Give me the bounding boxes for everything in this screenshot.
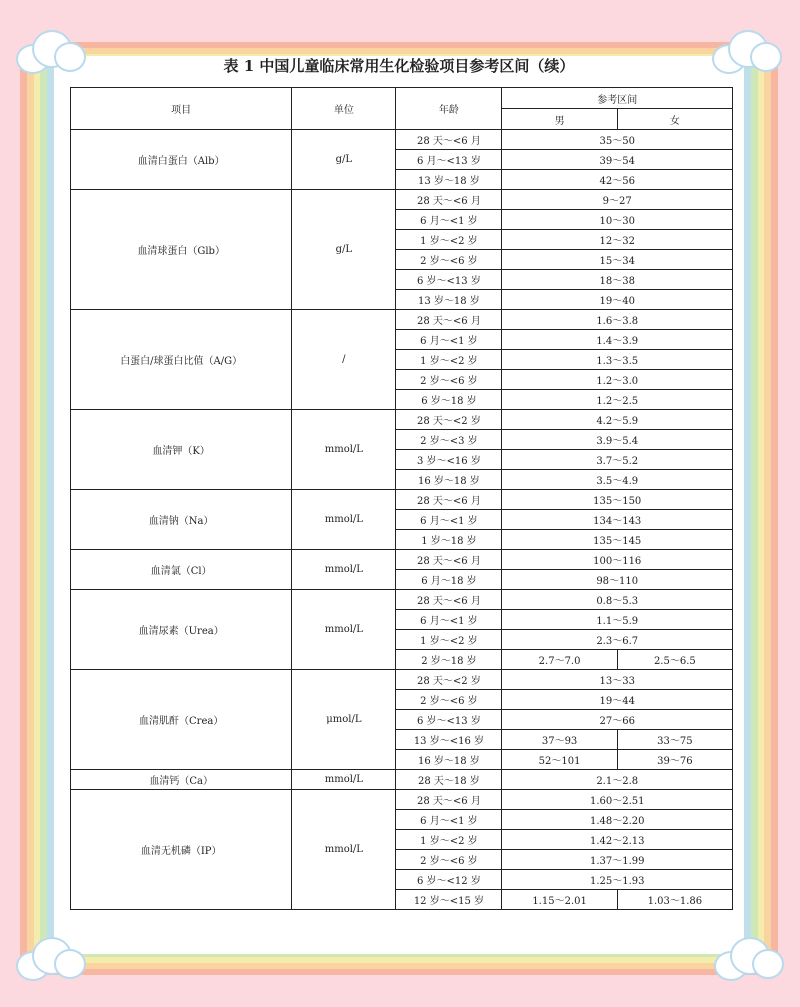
item-name: 血清无机磷（IP） bbox=[71, 790, 292, 910]
item-unit: mmol/L bbox=[292, 490, 396, 550]
reference-range: 0.8～5.3 bbox=[502, 590, 733, 610]
item-name: 血清球蛋白（Glb） bbox=[71, 190, 292, 310]
age-range: 6 月～<13 岁 bbox=[396, 150, 502, 170]
item-name: 血清氯（Cl） bbox=[71, 550, 292, 590]
reference-range: 1.4～3.9 bbox=[502, 330, 733, 350]
table-row bbox=[71, 410, 733, 430]
header-reference: 参考区间 bbox=[502, 88, 733, 109]
reference-range: 15～34 bbox=[502, 250, 733, 270]
reference-range: 9～27 bbox=[502, 190, 733, 210]
header-unit: 单位 bbox=[292, 88, 396, 130]
age-range: 6 岁～18 岁 bbox=[396, 390, 502, 410]
reference-range: 19～40 bbox=[502, 290, 733, 310]
item-name: 血清钙（Ca） bbox=[71, 770, 292, 790]
reference-range: 1.48～2.20 bbox=[502, 810, 733, 830]
age-range: 6 月～<1 岁 bbox=[396, 610, 502, 630]
age-range: 2 岁～<6 岁 bbox=[396, 690, 502, 710]
rainbow-border-left bbox=[20, 60, 54, 960]
cloud-bottom-left bbox=[14, 935, 84, 981]
age-range: 28 天～<6 月 bbox=[396, 130, 502, 150]
reference-range: 1.60～2.51 bbox=[502, 790, 733, 810]
age-range: 1 岁～18 岁 bbox=[396, 530, 502, 550]
reference-range: 1.25～1.93 bbox=[502, 870, 733, 890]
table-row bbox=[71, 550, 733, 570]
table-row bbox=[71, 490, 733, 510]
header-item: 项目 bbox=[71, 88, 292, 130]
age-range: 16 岁～18 岁 bbox=[396, 470, 502, 490]
age-range: 6 月～<1 岁 bbox=[396, 810, 502, 830]
age-range: 2 岁～18 岁 bbox=[396, 650, 502, 670]
reference-range: 1.37～1.99 bbox=[502, 850, 733, 870]
item-name: 白蛋白/球蛋白比值（A/G） bbox=[71, 310, 292, 410]
reference-range: 2.3～6.7 bbox=[502, 630, 733, 650]
table-row bbox=[71, 790, 733, 810]
age-range: 28 天～<6 月 bbox=[396, 490, 502, 510]
age-range: 3 岁～<16 岁 bbox=[396, 450, 502, 470]
age-range: 28 天～<6 月 bbox=[396, 550, 502, 570]
item-name: 血清钠（Na） bbox=[71, 490, 292, 550]
age-range: 2 岁～<6 岁 bbox=[396, 370, 502, 390]
item-name: 血清尿素（Urea） bbox=[71, 590, 292, 670]
reference-range: 1.3～3.5 bbox=[502, 350, 733, 370]
age-range: 13 岁～18 岁 bbox=[396, 290, 502, 310]
age-range: 12 岁～<15 岁 bbox=[396, 890, 502, 910]
reference-range: 19～44 bbox=[502, 690, 733, 710]
age-range: 6 岁～<13 岁 bbox=[396, 710, 502, 730]
header-age: 年龄 bbox=[396, 88, 502, 130]
age-range: 28 天～<6 月 bbox=[396, 790, 502, 810]
document-page bbox=[54, 56, 744, 954]
reference-range: 135～145 bbox=[502, 530, 733, 550]
header-female: 女 bbox=[617, 109, 732, 130]
reference-range-female: 1.03～1.86 bbox=[617, 890, 732, 910]
age-range: 13 岁～18 岁 bbox=[396, 170, 502, 190]
age-range: 1 岁～<2 岁 bbox=[396, 230, 502, 250]
age-range: 6 月～<1 岁 bbox=[396, 330, 502, 350]
reference-range: 1.2～2.5 bbox=[502, 390, 733, 410]
age-range: 6 月～18 岁 bbox=[396, 570, 502, 590]
age-range: 1 岁～<2 岁 bbox=[396, 350, 502, 370]
table-row bbox=[71, 190, 733, 210]
reference-range: 135～150 bbox=[502, 490, 733, 510]
reference-range: 13～33 bbox=[502, 670, 733, 690]
age-range: 28 天～18 岁 bbox=[396, 770, 502, 790]
age-range: 2 岁～<3 岁 bbox=[396, 430, 502, 450]
age-range: 6 月～<1 岁 bbox=[396, 510, 502, 530]
reference-range: 1.6～3.8 bbox=[502, 310, 733, 330]
item-unit: μmol/L bbox=[292, 670, 396, 770]
reference-range: 98～110 bbox=[502, 570, 733, 590]
table-row bbox=[71, 770, 733, 790]
reference-range: 2.1～2.8 bbox=[502, 770, 733, 790]
reference-range: 10～30 bbox=[502, 210, 733, 230]
reference-range: 100～116 bbox=[502, 550, 733, 570]
reference-range-male: 52～101 bbox=[502, 750, 617, 770]
item-name: 血清钾（K） bbox=[71, 410, 292, 490]
age-range: 6 岁～<12 岁 bbox=[396, 870, 502, 890]
table-row bbox=[71, 590, 733, 610]
cloud-bottom-right bbox=[712, 935, 782, 981]
reference-table bbox=[70, 87, 733, 910]
header-male: 男 bbox=[502, 109, 617, 130]
reference-range-female: 2.5～6.5 bbox=[617, 650, 732, 670]
reference-range: 4.2～5.9 bbox=[502, 410, 733, 430]
age-range: 28 天～<2 岁 bbox=[396, 410, 502, 430]
age-range: 6 月～<1 岁 bbox=[396, 210, 502, 230]
reference-range: 42～56 bbox=[502, 170, 733, 190]
age-range: 28 天～<2 岁 bbox=[396, 670, 502, 690]
item-unit: g/L bbox=[292, 130, 396, 190]
age-range: 28 天～<6 月 bbox=[396, 590, 502, 610]
reference-range: 39～54 bbox=[502, 150, 733, 170]
rainbow-border-right bbox=[744, 60, 778, 960]
reference-range: 3.5～4.9 bbox=[502, 470, 733, 490]
reference-range: 1.2～3.0 bbox=[502, 370, 733, 390]
reference-range-male: 37～93 bbox=[502, 730, 617, 750]
age-range: 2 岁～<6 岁 bbox=[396, 850, 502, 870]
reference-range-male: 1.15～2.01 bbox=[502, 890, 617, 910]
item-name: 血清白蛋白（Alb） bbox=[71, 130, 292, 190]
reference-range-female: 39～76 bbox=[617, 750, 732, 770]
item-unit: / bbox=[292, 310, 396, 410]
item-unit: mmol/L bbox=[292, 410, 396, 490]
age-range: 13 岁～<16 岁 bbox=[396, 730, 502, 750]
age-range: 28 天～<6 月 bbox=[396, 190, 502, 210]
table-row bbox=[71, 310, 733, 330]
item-unit: g/L bbox=[292, 190, 396, 310]
age-range: 6 岁～<13 岁 bbox=[396, 270, 502, 290]
reference-range: 35～50 bbox=[502, 130, 733, 150]
item-unit: mmol/L bbox=[292, 770, 396, 790]
reference-range: 3.9～5.4 bbox=[502, 430, 733, 450]
cloud-top-left bbox=[14, 28, 84, 74]
reference-range-male: 2.7～7.0 bbox=[502, 650, 617, 670]
reference-range: 27～66 bbox=[502, 710, 733, 730]
reference-range-female: 33～75 bbox=[617, 730, 732, 750]
item-unit: mmol/L bbox=[292, 790, 396, 910]
reference-range: 18～38 bbox=[502, 270, 733, 290]
cloud-top-right bbox=[710, 28, 780, 74]
reference-range: 1.1～5.9 bbox=[502, 610, 733, 630]
table-row bbox=[71, 670, 733, 690]
item-name: 血清肌酐（Crea） bbox=[71, 670, 292, 770]
age-range: 28 天～<6 月 bbox=[396, 310, 502, 330]
item-unit: mmol/L bbox=[292, 550, 396, 590]
age-range: 1 岁～<2 岁 bbox=[396, 630, 502, 650]
age-range: 16 岁～18 岁 bbox=[396, 750, 502, 770]
age-range: 1 岁～<2 岁 bbox=[396, 830, 502, 850]
age-range: 2 岁～<6 岁 bbox=[396, 250, 502, 270]
item-unit: mmol/L bbox=[292, 590, 396, 670]
table-row bbox=[71, 130, 733, 150]
reference-range: 1.42～2.13 bbox=[502, 830, 733, 850]
reference-range: 134～143 bbox=[502, 510, 733, 530]
table-title: 表 1 中国儿童临床常用生化检验项目参考区间（续） bbox=[223, 57, 575, 75]
reference-range: 12～32 bbox=[502, 230, 733, 250]
reference-range: 3.7～5.2 bbox=[502, 450, 733, 470]
